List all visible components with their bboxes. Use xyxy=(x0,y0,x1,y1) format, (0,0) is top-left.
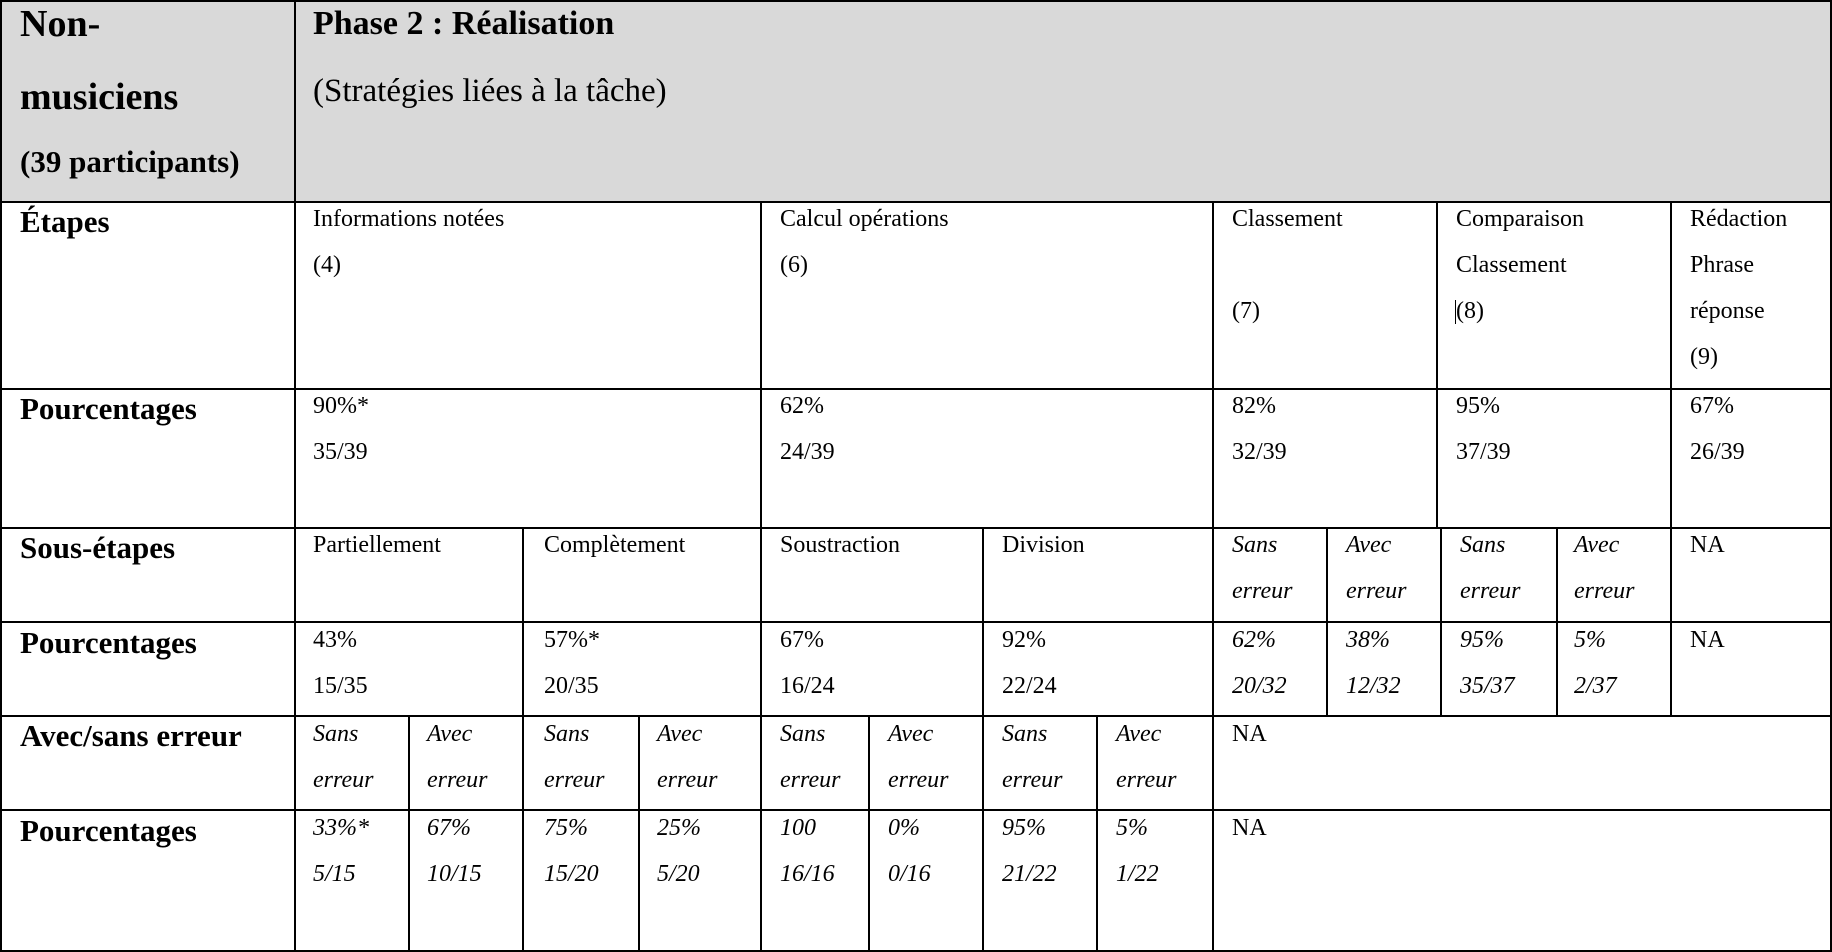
corner-header-cell xyxy=(0,0,295,202)
etape-pct-cell: 62% 24/39 xyxy=(780,393,835,465)
col-divider xyxy=(522,527,524,952)
erreur-label-cell: Avec erreur xyxy=(1116,721,1177,793)
corner-label-line3: (39 participants) xyxy=(20,144,240,179)
sous-etape-pct-cell: 57%* 20/35 xyxy=(544,627,600,699)
col-divider xyxy=(408,715,410,952)
etape-cell: Classement (7) xyxy=(1232,206,1343,324)
erreur-label-cell: Avec erreur xyxy=(888,721,949,793)
row-divider xyxy=(0,201,1832,203)
erreur-pct-cell: 67% 10/15 xyxy=(427,815,482,887)
row-label-pourcentages-2: Pourcentages xyxy=(20,625,197,660)
erreur-pct-cell: 5% 1/22 xyxy=(1116,815,1159,887)
erreur-pct-cell: 33%* 5/15 xyxy=(313,815,369,887)
erreur-label-cell: Sans erreur xyxy=(544,721,605,793)
row-label-pourcentages-1: Pourcentages xyxy=(20,391,197,426)
sous-etape-cell: Soustraction xyxy=(780,532,900,558)
row-divider xyxy=(0,388,1832,390)
etape-cell: Informations notées (4) xyxy=(313,206,505,278)
erreur-pct-cell: 0% 0/16 xyxy=(888,815,931,887)
sous-etape-cell: Avec erreur xyxy=(1574,532,1635,604)
col-divider xyxy=(1670,201,1672,715)
erreur-pct-cell: 25% 5/20 xyxy=(657,815,701,887)
sous-etape-cell: Sans erreur xyxy=(1460,532,1521,604)
col-divider xyxy=(868,715,870,952)
etape-pct-cell: 95% 37/39 xyxy=(1456,393,1511,465)
sous-etape-cell: Division xyxy=(1002,532,1085,558)
col-divider xyxy=(1436,201,1438,527)
sous-etape-pct-cell: 92% 22/24 xyxy=(1002,627,1057,699)
sous-etape-pct-cell: 67% 16/24 xyxy=(780,627,835,699)
sous-etape-pct-cell: 43% 15/35 xyxy=(313,627,368,699)
etape-pct-cell: 82% 32/39 xyxy=(1232,393,1287,465)
row-label-sous-etapes: Sous-étapes xyxy=(20,530,176,565)
table-border-top xyxy=(0,0,1832,2)
row-divider xyxy=(0,809,1832,811)
col-divider xyxy=(760,201,762,952)
row-label-avec-sans-erreur: Avec/sans erreur xyxy=(20,718,242,753)
sous-etape-pct-cell: 62% 20/32 xyxy=(1232,627,1287,699)
sous-etape-cell: Partiellement xyxy=(313,532,441,558)
row-label-pourcentages-3: Pourcentages xyxy=(20,813,197,848)
sous-etape-cell: NA xyxy=(1690,532,1725,558)
erreur-label-cell: Sans erreur xyxy=(1002,721,1063,793)
phase-subtitle: (Stratégies liées à la tâche) xyxy=(313,73,667,109)
erreur-pct-cell: 100 16/16 xyxy=(780,815,835,887)
erreur-label-cell: Sans erreur xyxy=(780,721,841,793)
erreur-pct-cell: 75% 15/20 xyxy=(544,815,599,887)
erreur-pct-cell: NA xyxy=(1232,815,1267,841)
sous-etape-cell: Avec erreur xyxy=(1346,532,1407,604)
col-divider xyxy=(638,715,640,952)
col-divider xyxy=(982,527,984,952)
phase-title: Phase 2 : Réalisation xyxy=(313,5,615,42)
corner-label-line2: musiciens xyxy=(20,76,179,118)
col-divider xyxy=(1440,527,1442,715)
sous-etape-cell: Sans erreur xyxy=(1232,532,1293,604)
text-cursor xyxy=(1455,300,1456,324)
etape-cell: Rédaction Phrase réponse (9) xyxy=(1690,206,1788,370)
erreur-label-cell: NA xyxy=(1232,721,1267,747)
col-divider xyxy=(1556,527,1558,715)
col-divider xyxy=(1326,527,1328,715)
erreur-label-cell: Sans erreur xyxy=(313,721,374,793)
erreur-label-cell: Avec erreur xyxy=(427,721,488,793)
sous-etape-pct-cell: NA xyxy=(1690,627,1725,653)
etape-pct-cell: 67% 26/39 xyxy=(1690,393,1745,465)
erreur-pct-cell: 95% 21/22 xyxy=(1002,815,1057,887)
col-divider xyxy=(1212,201,1214,952)
row-divider xyxy=(0,715,1832,717)
sous-etape-pct-cell: 5% 2/37 xyxy=(1574,627,1617,699)
erreur-label-cell: Avec erreur xyxy=(657,721,718,793)
corner-label-line1: Non- xyxy=(20,3,101,45)
row-label-etapes: Étapes xyxy=(20,204,110,239)
sous-etape-pct-cell: 38% 12/32 xyxy=(1346,627,1401,699)
etape-pct-cell: 90%* 35/39 xyxy=(313,393,369,465)
sous-etape-cell: Complètement xyxy=(544,532,686,558)
etape-cell: Comparaison Classement (8) xyxy=(1456,206,1584,324)
table-border-left xyxy=(0,0,2,952)
col-divider-header xyxy=(294,0,296,952)
phase-header-cell xyxy=(295,0,1832,202)
col-divider xyxy=(1096,715,1098,952)
etape-cell: Calcul opérations (6) xyxy=(780,206,949,278)
sous-etape-pct-cell: 95% 35/37 xyxy=(1460,627,1515,699)
